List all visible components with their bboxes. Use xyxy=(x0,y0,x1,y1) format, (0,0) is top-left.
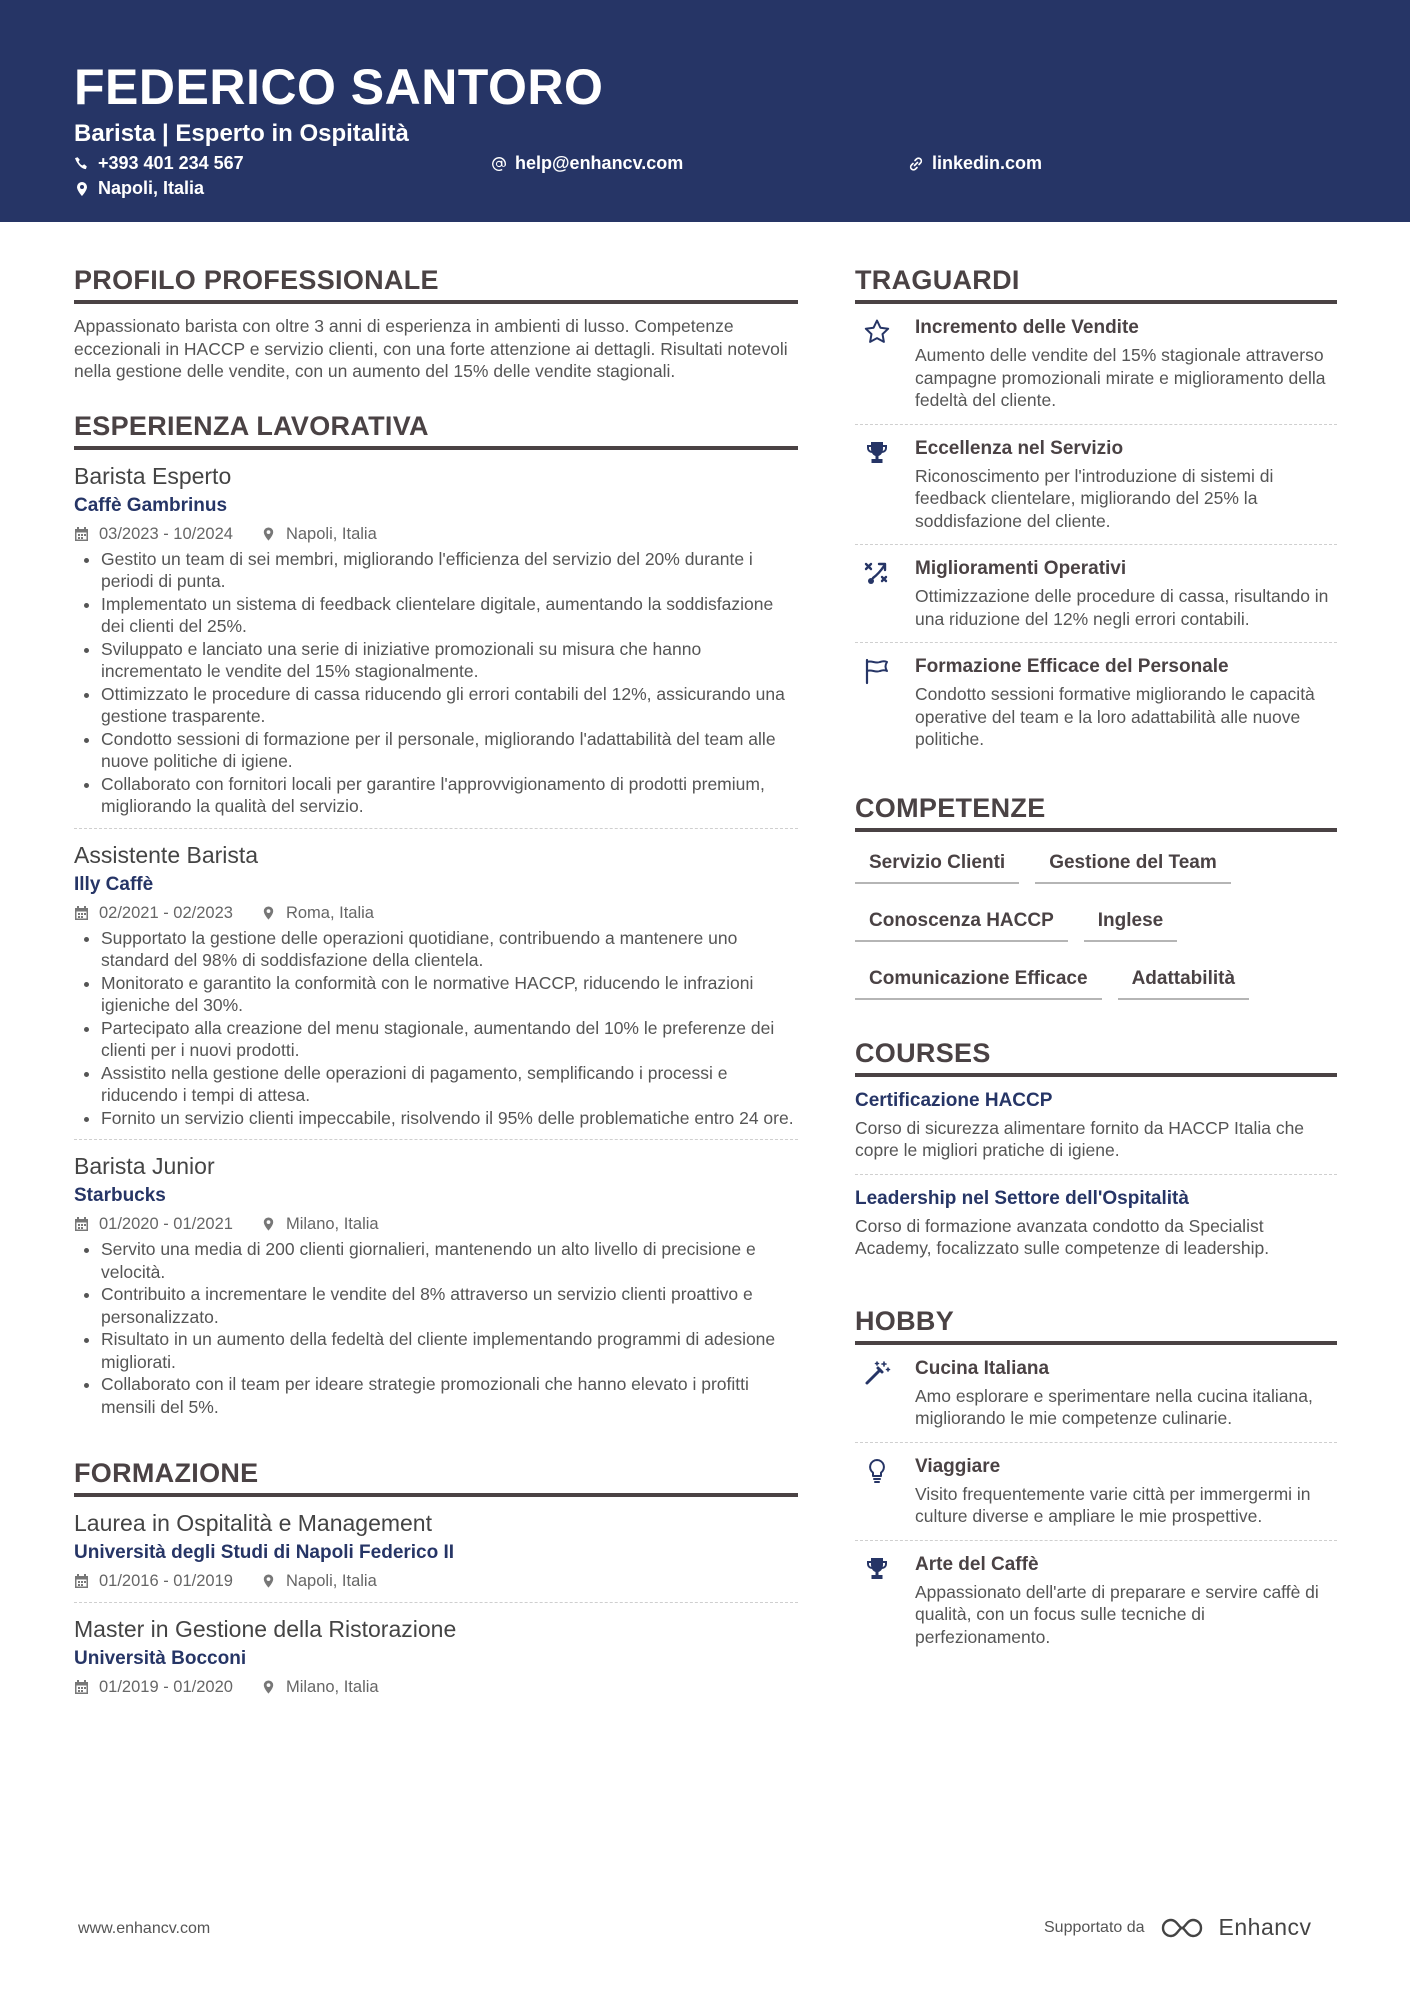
achievement-entry xyxy=(855,425,1337,546)
job-location: Milano, Italia xyxy=(285,1215,379,1233)
bullet-item: • Collaborato con fornitori locali per garantire l'approvvigionamento di prodotti premium, migliorando la qualità del servizio. xyxy=(101,773,798,818)
achievement-entry xyxy=(855,643,1337,763)
education-meta xyxy=(74,1676,798,1698)
job-dates: 01/2020 - 01/2021 xyxy=(99,1215,233,1233)
link-icon xyxy=(908,156,924,172)
location-pin-icon xyxy=(261,905,276,921)
hobby-desc: Appassionato dell'arte di preparare e servire caffè di qualità, con un focus sulle tecniche di perfezionamento. xyxy=(915,1581,1319,1647)
section-title: HOBBY xyxy=(855,1306,1337,1345)
course-desc: Corso di formazione avanzata condotto da Specialist Academy, focalizzato sulle competenze di leadership. xyxy=(855,1215,1270,1258)
bullet-item: • Monitorato e garantito la conformità con le normative HACCP, riducendo le infrazioni igieniche del 30%. xyxy=(101,972,798,1017)
magic-wand-icon xyxy=(863,1359,891,1387)
job-dates: 03/2023 - 10/2024 xyxy=(99,524,233,543)
calendar-icon xyxy=(74,526,89,542)
bullet-item: • Condotto sessioni di formazione per il personale, migliorando l'adattabilità del team alle nuove politiche di igiene. xyxy=(101,728,798,773)
job-location: Roma, Italia xyxy=(285,903,374,922)
skill-tag: Inglese xyxy=(1084,898,1177,942)
company-name: Illy Caffè xyxy=(74,873,154,895)
company-name: Starbucks xyxy=(74,1185,166,1206)
achievement-title: Incremento delle Vendite xyxy=(915,317,1139,338)
job-title: Barista Esperto xyxy=(74,462,232,489)
calendar-icon xyxy=(74,1216,89,1232)
skill-tag: Comunicazione Efficace xyxy=(855,956,1102,1000)
job-bullets xyxy=(74,927,798,1130)
location-text: Napoli, Italia xyxy=(98,178,205,198)
hobby-desc: Amo esplorare e sperimentare nella cucina italiana, migliorando le mie competenze culinarie. xyxy=(915,1385,1313,1428)
bullet-item: • Ottimizzato le procedure di cassa riducendo gli errori contabili del 12%, assicurando una gestione trasparente. xyxy=(101,683,798,728)
job-location: Napoli, Italia xyxy=(285,524,377,543)
hobby-desc: Visito frequentemente varie città per immergermi in culture diverse e ampliare le mie prospettive. xyxy=(915,1483,1311,1526)
achievement-desc: Ottimizzazione delle procedure di cassa, risultando in una riduzione del 12% negli errori contabili. xyxy=(915,586,1329,629)
enhancv-logo-icon xyxy=(1159,1915,1205,1941)
degree-title: Laurea in Ospitalità e Management xyxy=(74,1510,432,1536)
bullet-item: • Fornito un servizio clienti impeccabile, risolvendo il 95% delle problematiche entro 24 ore. xyxy=(101,1107,798,1130)
bullet-item: • Collaborato con il team per ideare strategie promozionali che hanno elevato i profitti mensili del 5%. xyxy=(101,1373,798,1418)
bullet-item: • Supportato la gestione delle operazioni quotidiane, contribuendo a mantenere uno standard del 98% di soddisfazione della clientela. xyxy=(101,927,798,972)
flag-icon xyxy=(863,657,891,685)
skill-tag: Adattabilità xyxy=(1118,956,1249,1000)
course-entry xyxy=(855,1175,1337,1272)
footer-branding xyxy=(1044,1914,1312,1941)
section-title: COURSES xyxy=(855,1038,1337,1077)
profile-summary: Appassionato barista con oltre 3 anni di esperienza in ambienti di lusso. Competenze eccezionali in HACCP e servizio clienti, con una forte attenzione ai dettagli. Risultati notevoli nella gestione delle vendite, con un aumento del 15% delle vendite stagionali. xyxy=(74,316,788,381)
hobby-entry xyxy=(855,1345,1337,1443)
location-pin-icon xyxy=(261,1679,276,1695)
bullet-item: • Contribuito a incrementare le vendite del 8% attraverso un servizio clienti proattivo e personalizzato. xyxy=(101,1283,798,1328)
achievements-section xyxy=(855,265,1337,763)
hobby-title: Arte del Caffè xyxy=(915,1553,1039,1575)
hobby-entry xyxy=(855,1443,1337,1541)
bullet-item: • Risultato in un aumento della fedeltà del cliente implementando programmi di adesione migliorati. xyxy=(101,1328,798,1373)
bullet-item: • Gestito un team di sei membri, migliorando l'efficienza del servizio del 20% durante i periodi di punta. xyxy=(101,548,798,593)
job-bullets xyxy=(74,548,798,818)
location-pin-icon xyxy=(261,1573,276,1589)
section-title: COMPETENZE xyxy=(855,793,1337,832)
bullet-item: • Sviluppato e lanciato una serie di iniziative promozionali su misura che hanno incrementato le vendite del 15% stagionalmente. xyxy=(101,638,798,683)
achievement-desc: Aumento delle vendite del 15% stagionale attraverso campagne promozionali mirate e miglioramento della fedeltà del cliente. xyxy=(915,345,1326,410)
job-title: Barista Junior xyxy=(74,1153,215,1179)
contact-linkedin[interactable] xyxy=(908,153,1042,174)
lightbulb-icon xyxy=(863,1457,891,1485)
profile-section xyxy=(74,265,798,383)
brand-name: Enhancv xyxy=(1218,1914,1312,1940)
achievement-title: Miglioramenti Operativi xyxy=(915,558,1127,579)
trophy-icon xyxy=(863,439,891,467)
location-pin-icon xyxy=(74,181,90,197)
calendar-icon xyxy=(74,905,89,921)
education-dates: 01/2016 - 01/2019 xyxy=(99,1572,233,1590)
achievement-desc: Condotto sessioni formative migliorando le capacità operative del team e la loro adattabilità alle nuove politiche. xyxy=(915,684,1315,749)
skill-tag: Conoscenza HACCP xyxy=(855,898,1068,942)
course-title: Leadership nel Settore dell'Ospitalità xyxy=(855,1187,1189,1209)
star-icon xyxy=(863,318,891,346)
course-desc: Corso di sicurezza alimentare fornito da HACCP Italia che copre le migliori pratiche di igiene. xyxy=(855,1117,1305,1160)
calendar-icon xyxy=(74,1573,89,1589)
hobby-title: Cucina Italiana xyxy=(915,1357,1050,1379)
section-title: FORMAZIONE xyxy=(74,1458,798,1497)
education-location: Napoli, Italia xyxy=(285,1572,377,1590)
email-text: help@enhancv.com xyxy=(515,153,684,173)
location-pin-icon xyxy=(261,1216,276,1232)
education-dates: 01/2019 - 01/2020 xyxy=(99,1678,233,1696)
experience-entry xyxy=(74,450,798,829)
education-entry xyxy=(74,1603,798,1708)
course-entry xyxy=(855,1077,1337,1175)
education-section xyxy=(74,1458,798,1708)
contact-email[interactable] xyxy=(491,153,683,174)
achievement-entry xyxy=(855,304,1337,425)
contact-phone xyxy=(74,153,244,174)
at-icon xyxy=(491,156,507,172)
section-title: ESPERIENZA LAVORATIVA xyxy=(74,411,798,450)
job-meta xyxy=(74,1213,798,1235)
section-title: PROFILO PROFESSIONALE xyxy=(74,265,798,304)
school-name: Università Bocconi xyxy=(74,1648,247,1669)
bullet-item: • Servito una media di 200 clienti giornalieri, mantenendo un alto livello di precisione e velocità. xyxy=(101,1238,798,1283)
job-meta xyxy=(74,902,798,924)
courses-section xyxy=(855,1038,1337,1272)
section-title: TRAGUARDI xyxy=(855,265,1337,304)
course-title: Certificazione HACCP xyxy=(855,1089,1053,1111)
experience-entry xyxy=(74,1140,798,1428)
phone-text: +393 401 234 567 xyxy=(98,153,244,173)
job-title: Assistente Barista xyxy=(74,841,259,868)
bullet-item: • Partecipato alla creazione del menu stagionale, aumentando del 10% le preferenze dei clienti per i nuovi prodotti. xyxy=(101,1017,798,1062)
experience-entry xyxy=(74,829,798,1141)
skills-section xyxy=(855,793,1337,1014)
contact-location xyxy=(74,178,204,199)
experience-section xyxy=(74,411,798,1429)
phone-icon xyxy=(74,156,90,172)
hobby-section xyxy=(855,1306,1337,1661)
company-name: Caffè Gambrinus xyxy=(74,494,228,516)
location-pin-icon xyxy=(261,526,276,542)
skill-tag: Servizio Clienti xyxy=(855,840,1019,884)
job-dates: 02/2021 - 02/2023 xyxy=(99,903,233,922)
calendar-icon xyxy=(74,1679,89,1695)
candidate-headline: Barista | Esperto in Ospitalità xyxy=(74,120,409,147)
trophy-icon xyxy=(863,1555,891,1583)
linkedin-text: linkedin.com xyxy=(932,153,1043,173)
hobby-title: Viaggiare xyxy=(915,1455,1001,1477)
skill-tag: Gestione del Team xyxy=(1035,840,1231,884)
education-meta xyxy=(74,1570,798,1592)
footer-website[interactable]: www.enhancv.com xyxy=(78,1920,211,1937)
bullet-item: • Assistito nella gestione delle operazioni di pagamento, semplificando i processi e riducendo i tempi di attesa. xyxy=(101,1062,798,1107)
job-bullets xyxy=(74,1238,798,1418)
degree-title: Master in Gestione della Ristorazione xyxy=(74,1616,457,1642)
left-column xyxy=(74,265,798,1736)
education-location: Milano, Italia xyxy=(285,1678,379,1696)
achievement-title: Formazione Efficace del Personale xyxy=(915,656,1229,677)
strategy-icon xyxy=(863,559,891,587)
resume-header xyxy=(0,0,1410,222)
right-column xyxy=(855,265,1337,1688)
job-meta xyxy=(74,523,798,545)
candidate-name: FEDERICO SANTORO xyxy=(74,59,604,115)
achievement-desc: Riconoscimento per l'introduzione di sistemi di feedback clientelare, migliorando del 25% la soddisfazione del cliente. xyxy=(915,465,1274,531)
education-entry xyxy=(74,1497,798,1603)
achievement-entry xyxy=(855,545,1337,643)
school-name: Università degli Studi di Napoli Federico II xyxy=(74,1542,455,1563)
skills-list xyxy=(855,832,1337,1014)
hobby-entry xyxy=(855,1541,1337,1661)
powered-by-text: Supportato da xyxy=(1044,1918,1145,1936)
bullet-item: • Implementato un sistema di feedback clientelare digitale, aumentando la soddisfazione dei clienti del 25%. xyxy=(101,593,798,638)
achievement-title: Eccellenza nel Servizio xyxy=(915,437,1124,459)
